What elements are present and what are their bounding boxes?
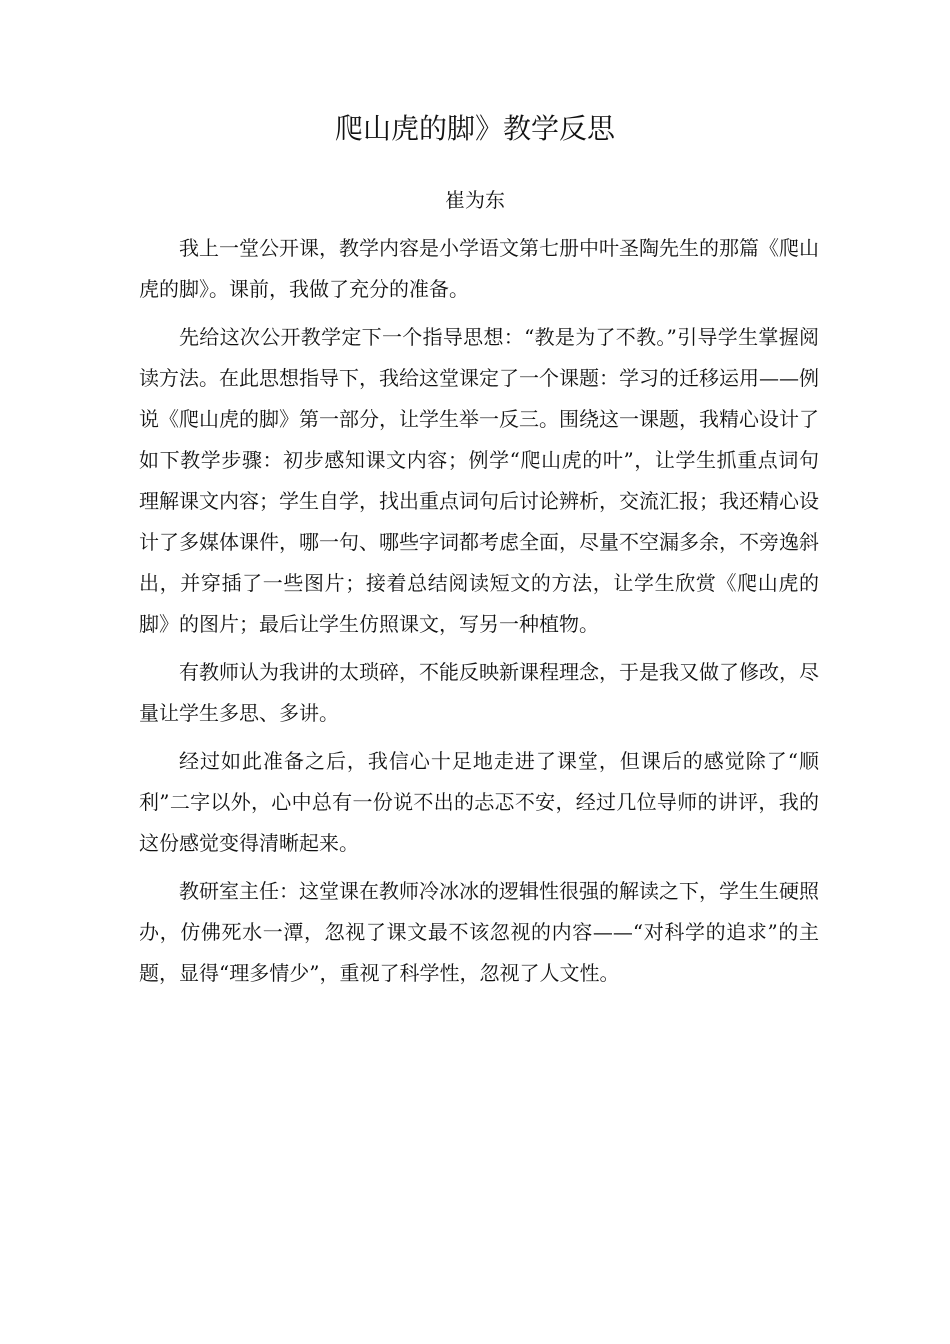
paragraph-4: 经过如此准备之后，我信心十足地走进了课堂，但课后的感觉除了“顺利”二字以外，心中总有一份说不出的忐忑不安，经过几位导师的讲评，我的这份感觉变得清晰起来。 [139,749,819,855]
document-title: 爬山虎的脚》教学反思 [334,112,615,145]
paragraph-3: 有教师认为我讲的太琐碎，不能反映新课程理念，于是我又做了修改，尽量让学生多思、多讲。 [139,660,819,725]
paragraph-5: 教研室主任：这堂课在教师冷冰冰的逻辑性很强的解读之下，学生生硬照办，仿佛死水一潭，忽视了课文最不该忽视的内容——“对科学的追求”的主题，显得“理多情少”，重视了科学性，忽视了人文性。 [139,879,819,985]
document-body [139,228,819,1001]
document-author: 崔为东 [445,188,505,212]
paragraph-2: 先给这次公开教学定下一个指导思想：“教是为了不教。”引导学生掌握阅读方法。在此思想指导下，我给这堂课定了一个课题：学习的迁移运用——例说《爬山虎的脚》第一部分，让学生举一反三。围绕这一课题，我精心设计了如下教学步骤：初步感知课文内容；例学“爬山虎的叶”，让学生抓重点词句理解课文内容；学生自学，找出重点词句后讨论辨析，交流汇报；我还精心设计了多媒体课件，哪一句、哪些字词都考虑全面，尽量不空漏多余，不旁逸斜出，并穿插了一些图片；接着总结阅读短文的方法，让学生欣赏《爬山虎的脚》的图片；最后让学生仿照课文，写另一种植物。 [139,325,819,636]
paragraph-1: 我上一堂公开课，教学内容是小学语文第七册中叶圣陶先生的那篇《爬山虎的脚》。课前，我做了充分的准备。 [139,236,819,301]
